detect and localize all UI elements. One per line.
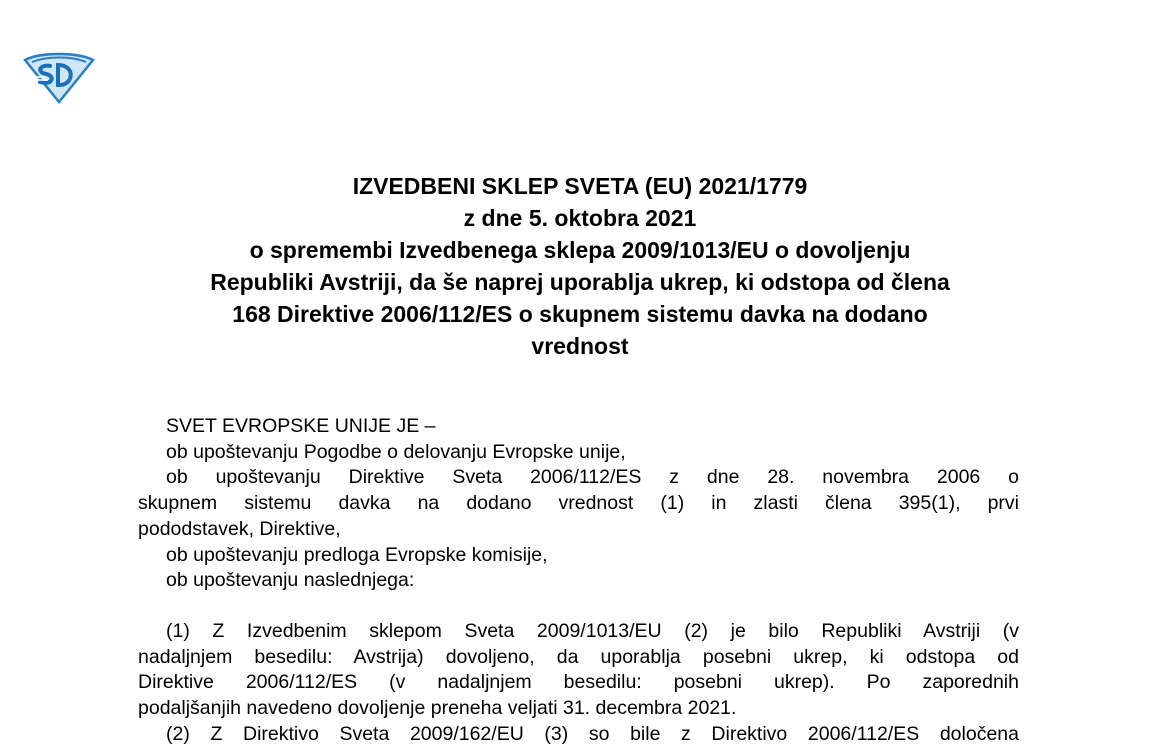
document-body [138,414,1019,747]
preamble-directive [138,465,1019,542]
text-line: Direktive 2006/112/ES (v nadaljnjem besedilu: posebni ukrep). Po zaporednih [138,671,1019,694]
recital-1 [138,619,1019,722]
preamble-intro: SVET EVROPSKE UNIJE JE – [166,415,436,437]
document-title [120,170,1040,362]
logo-icon [22,50,96,104]
preamble-treaty: ob upoštevanju Pogodbe o delovanju Evropske unije, [166,440,626,463]
title-line: vrednost [531,333,629,359]
text-line: nadaljnjem besedilu: Avstrija) dovoljeno, da uporablja posebni ukrep, ki odstopa od [138,645,1019,668]
text-line: podaljšanjih navedeno dovoljenje preneha veljati 31. decembra 2021. [138,697,737,720]
recital-2 [138,722,1019,747]
text-line: skupnem sistemu davka na dodano vrednost (1) in zlasti člena 395(1), prvi [138,492,1019,515]
title-line: Republiki Avstriji, da še naprej uporablja ukrep, ki odstopa od člena [210,269,950,295]
text-line: (2) Z Direktivo Sveta 2009/162/EU (3) so bile z Direktivo 2006/112/ES določena [166,722,1019,745]
preamble-whereas: ob upoštevanju naslednjega: [166,569,415,592]
title-line: 168 Direktive 2006/112/ES o skupnem sistemu davka na dodano [232,301,928,327]
text-line: pododstavek, Direktive, [138,517,341,540]
title-line: o spremembi Izvedbenega sklepa 2009/1013/EU o dovoljenju [249,237,911,263]
text-line: (1) Z Izvedbenim sklepom Sveta 2009/1013/EU (2) je bilo Republiki Avstriji (v [166,619,1019,642]
title-date: z dne 5. oktobra 2021 [463,205,697,231]
preamble-proposal: ob upoštevanju predloga Evropske komisije, [166,543,548,566]
title-line: IZVEDBENI SKLEP SVETA (EU) 2021/1779 [352,173,808,199]
text-line: ob upoštevanju Direktive Sveta 2006/112/ES z dne 28. novembra 2006 o [166,466,1019,489]
